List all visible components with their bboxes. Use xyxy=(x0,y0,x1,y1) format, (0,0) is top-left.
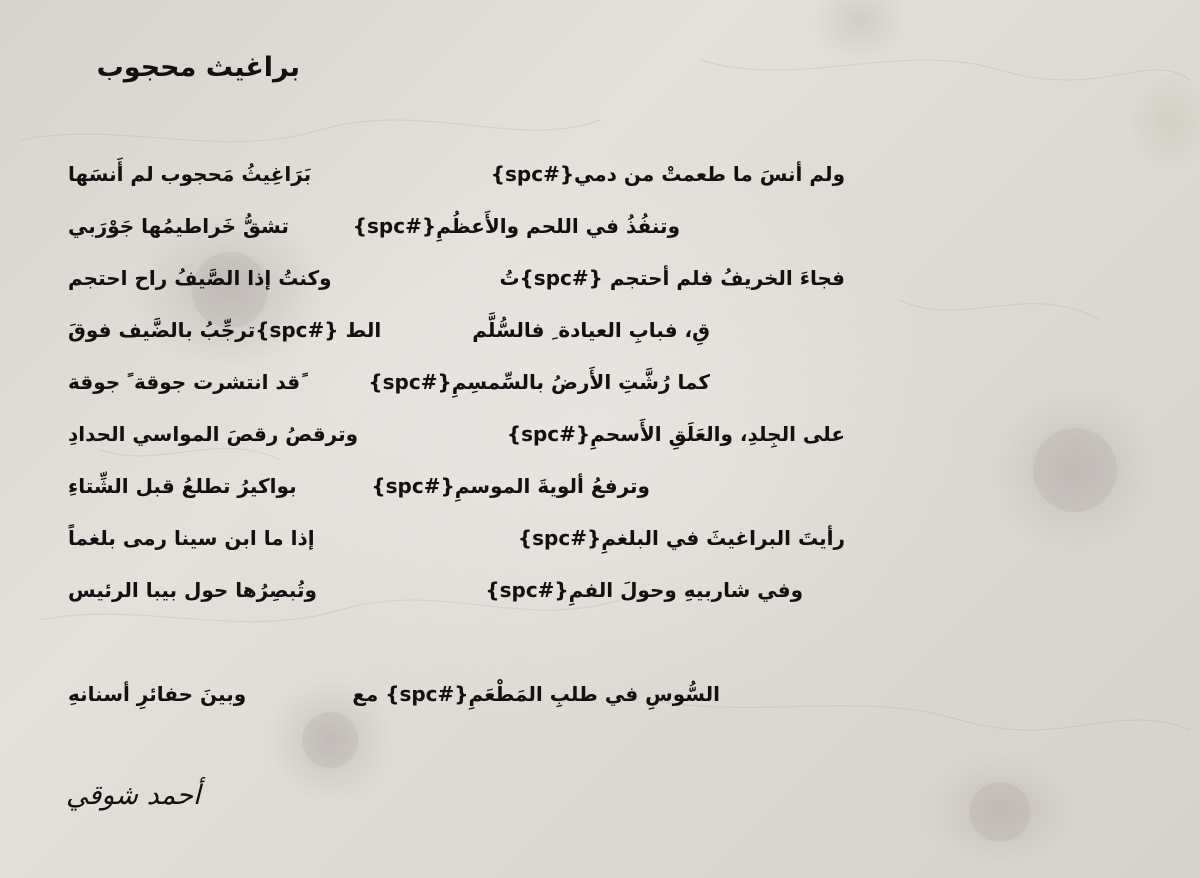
verse-first-hemistich: على الجِلدِ، والعَلَقِ الأَسحمِ{#spc} xyxy=(506,422,845,446)
verse-line xyxy=(0,365,1200,405)
author-signature: أحمد شوقي xyxy=(66,780,201,811)
verse-first-hemistich: وترفعُ ألويةَ الموسمِ{#spc} xyxy=(371,474,650,498)
verse-first-hemistich: ولم أنسَ ما طعمتْ من دمي{#spc} xyxy=(490,162,845,186)
verse-first-hemistich: وفي شاربيهِ وحولَ الفمِ{#spc} xyxy=(485,578,803,602)
verse-line xyxy=(0,677,1200,717)
verse-first-hemistich: رأيتَ البراغيثَ في البلغمِ{#spc} xyxy=(517,526,845,550)
verse-line xyxy=(0,157,1200,197)
verse-line xyxy=(0,313,1200,353)
verse-second-hemistich: وبينَ حفائرِ أسنانهِ xyxy=(68,682,247,706)
verse-second-hemistich: الط {#spc}ترجِّبُ بالضَّيف فوقَ xyxy=(68,318,382,342)
verse-line xyxy=(0,209,1200,249)
verse-second-hemistich: تشقُّ خَراطيمُها جَوْرَبي xyxy=(68,214,289,238)
verse-second-hemistich: إذا ما ابن سينا رمى بلغماً xyxy=(68,526,315,550)
verse-line xyxy=(0,573,1200,613)
verse-first-hemistich: كما رُشَّتِ الأَرضُ بالسِّمسِمِ{#spc} xyxy=(368,370,710,394)
verse-second-hemistich: بَرَاغِيثُ مَحجوب لم أَنسَها xyxy=(68,162,312,186)
poem-title: براغيث محجوب xyxy=(96,52,300,83)
verse-second-hemistich: وترقصُ رقصَ المواسي الحدادِ xyxy=(68,422,359,446)
verse-line xyxy=(0,417,1200,457)
verse-first-hemistich: السُّوسِ في طلبِ المَطْعَمِ{#spc} مع xyxy=(352,682,720,706)
verse-second-hemistich: وتُبصِرُها حول بيبا الرئيس xyxy=(68,578,317,602)
verse-second-hemistich: وكنتُ إذا الصَّيفُ راح احتجم xyxy=(68,266,332,290)
verse-line xyxy=(0,521,1200,561)
verse-second-hemistich: بواكيرُ تطلعُ قبل الشِّتاءِ xyxy=(68,474,297,498)
verse-first-hemistich: قِ، فبابِ العيادة ِ فالسُّلَّم xyxy=(472,318,710,342)
verse-first-hemistich: فجاءَ الخريفُ فلم أحتجم {#spc}تُ xyxy=(499,266,845,290)
verse-first-hemistich: وتنفُذُ في اللحم والأَعظُمِ{#spc} xyxy=(352,214,680,238)
verse-line xyxy=(0,261,1200,301)
verse-second-hemistich: ًقد انتشرت جوقة ً جوقة xyxy=(68,370,301,394)
verse-line xyxy=(0,469,1200,509)
